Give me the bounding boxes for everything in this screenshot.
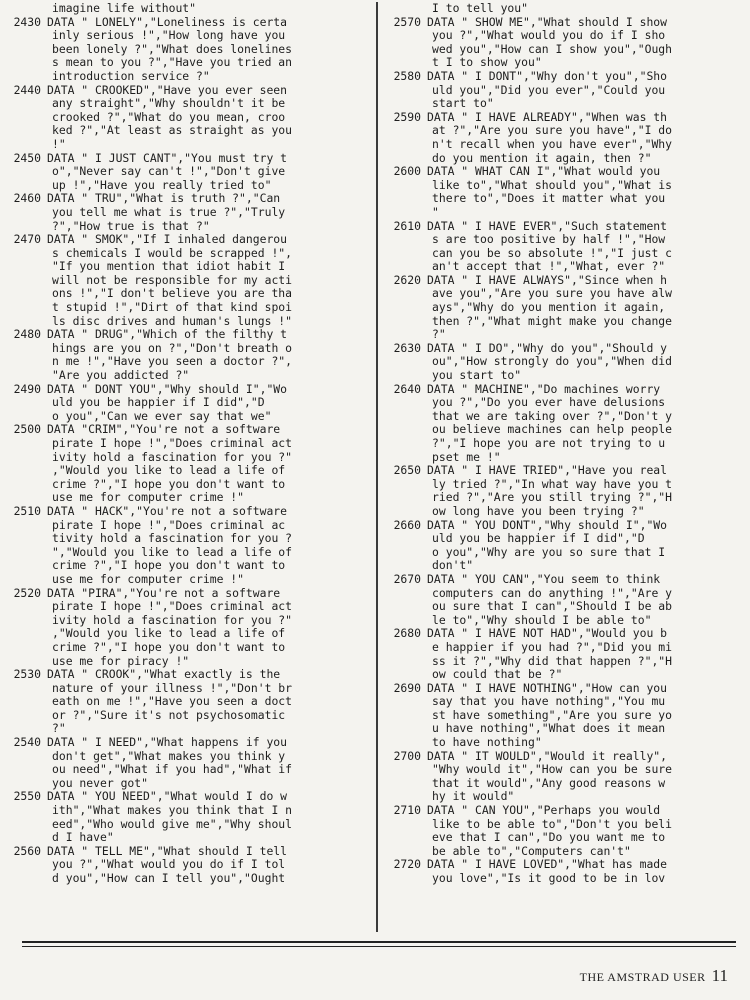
code-line xyxy=(386,709,746,723)
code-text: an't accept that !","What, ever ?" xyxy=(432,260,666,274)
code-line xyxy=(386,56,746,70)
code-text: hy it would" xyxy=(432,790,515,804)
code-text: DATA " I DO","Why do you","Should y xyxy=(427,341,668,355)
code-text: ","Would you like to lead a life of xyxy=(52,545,293,559)
code-text: DATA " I HAVE TRIED","Have you real xyxy=(427,464,668,478)
code-text: eath on me !","Have you seen a doct xyxy=(52,695,293,709)
code-line xyxy=(386,2,746,16)
code-text: o you","Why are you so sure that I xyxy=(432,545,666,559)
code-line xyxy=(6,260,370,274)
code-text: start to" xyxy=(432,97,494,111)
code-text: ried ?","Are you still trying ?","H xyxy=(432,491,673,505)
code-line xyxy=(386,559,746,573)
code-line xyxy=(6,695,370,709)
code-text: you ?","What would you do if I sho xyxy=(432,29,666,43)
code-line xyxy=(6,627,370,641)
code-line xyxy=(6,220,370,234)
code-line xyxy=(6,845,370,859)
code-text: u have nothing","What does it mean xyxy=(432,722,666,736)
code-line xyxy=(6,831,370,845)
code-line xyxy=(6,505,370,519)
code-text: crime ?","I hope you don't want to xyxy=(52,640,286,654)
code-line xyxy=(386,804,746,818)
line-number: 2470 xyxy=(13,233,41,247)
code-text: DATA " I HAVE ALWAYS","Since when h xyxy=(427,273,668,287)
code-text: DATA " SHOW ME","What should I show xyxy=(427,15,668,29)
line-number: 2690 xyxy=(393,681,421,695)
code-line xyxy=(386,70,746,84)
code-line xyxy=(6,192,370,206)
code-line xyxy=(386,872,746,886)
code-text: imagine life without" xyxy=(52,2,197,15)
code-line xyxy=(6,872,370,886)
code-text: ow could that be ?" xyxy=(432,668,563,682)
line-number: 2530 xyxy=(13,668,41,682)
code-line xyxy=(6,709,370,723)
code-text: DATA " IT WOULD","Would it really", xyxy=(427,749,668,763)
code-line xyxy=(6,97,370,111)
code-text: DATA " I NEED","What happens if you xyxy=(47,736,288,750)
code-line xyxy=(386,84,746,98)
code-text: crooked ?","What do you mean, croo xyxy=(52,110,286,124)
code-line xyxy=(386,29,746,43)
code-text: you start to" xyxy=(432,369,522,383)
line-number: 2510 xyxy=(13,504,41,518)
line-number: 2720 xyxy=(393,858,421,872)
code-line xyxy=(386,233,746,247)
code-line xyxy=(386,124,746,138)
code-text: DATA " I HAVE EVER","Such statement xyxy=(427,219,668,233)
code-text: DATA " I JUST CANT","You must try t xyxy=(47,151,288,165)
code-line xyxy=(6,206,370,220)
code-text: ons !","I don't believe you are tha xyxy=(52,287,293,301)
code-text: DATA "PIRA","You're not a software xyxy=(47,586,281,600)
code-text: "Are you addicted ?" xyxy=(52,369,190,383)
code-line xyxy=(6,763,370,777)
code-line xyxy=(6,600,370,614)
code-line xyxy=(6,804,370,818)
code-line xyxy=(6,287,370,301)
code-line xyxy=(386,858,746,872)
code-line xyxy=(386,287,746,301)
code-line xyxy=(386,315,746,329)
code-text: DATA " SMOK","If I inhaled dangerou xyxy=(47,233,288,247)
code-line xyxy=(386,627,746,641)
line-number: 2500 xyxy=(13,423,41,437)
code-line xyxy=(386,192,746,206)
code-text: you ?","What would you do if I tol xyxy=(52,858,286,872)
code-text: ow long have you been trying ?" xyxy=(432,504,645,518)
code-text: that we are taking over ?","Don't y xyxy=(432,409,673,423)
line-number: 2710 xyxy=(393,804,421,818)
code-text: any straight","Why shouldn't it be xyxy=(52,97,286,111)
line-number: 2620 xyxy=(393,273,421,287)
line-number: 2430 xyxy=(13,15,41,29)
code-text: DATA " TRU","What is truth ?","Can xyxy=(47,192,281,206)
code-line xyxy=(6,750,370,764)
code-text: s mean to you ?","Have you tried an xyxy=(52,56,293,70)
code-text: use me for computer crime !" xyxy=(52,491,245,505)
line-number: 2630 xyxy=(393,341,421,355)
code-text: n me !","Have you seen a doctor ?", xyxy=(52,355,293,369)
code-line xyxy=(6,233,370,247)
code-text: DATA " YOU CAN","You seem to think xyxy=(427,572,661,586)
code-text: DATA " LONELY","Loneliness is certa xyxy=(47,15,288,29)
code-line xyxy=(386,519,746,533)
code-text: pset me !" xyxy=(432,450,501,464)
code-line xyxy=(6,641,370,655)
code-line xyxy=(386,505,746,519)
code-text: ss it ?","Why did that happen ?","H xyxy=(432,654,673,668)
code-line xyxy=(6,736,370,750)
code-line xyxy=(6,84,370,98)
code-text: ,"Would you like to lead a life of xyxy=(52,627,286,641)
code-line xyxy=(386,43,746,57)
code-line xyxy=(6,342,370,356)
code-text: you love","Is it good to be in lov xyxy=(432,872,666,885)
code-line xyxy=(6,152,370,166)
code-text: crime ?","I hope you don't want to xyxy=(52,477,286,491)
code-text: ked ?","At least as straight as you xyxy=(52,124,293,138)
code-text: uld you be happier if I did","D xyxy=(432,532,645,546)
line-number: 2450 xyxy=(13,151,41,165)
code-line xyxy=(6,179,370,193)
code-text: ave you","Are you sure you have alw xyxy=(432,287,673,301)
line-number: 2520 xyxy=(13,586,41,600)
publication-name: THE AMSTRAD USER xyxy=(579,970,706,984)
code-text: DATA " CROOKED","Have you ever seen xyxy=(47,83,288,97)
code-text: DATA " YOU NEED","What would I do w xyxy=(47,790,288,804)
code-line xyxy=(386,423,746,437)
code-text: st have something","Are you sure yo xyxy=(432,708,673,722)
code-text: wed you","How can I show you","Ough xyxy=(432,42,673,56)
code-text: !" xyxy=(52,137,66,151)
code-text: been lonely ?","What does lonelines xyxy=(52,42,293,56)
code-line xyxy=(386,247,746,261)
code-line xyxy=(386,16,746,30)
line-number: 2680 xyxy=(393,627,421,641)
code-text: ivity hold a fascination for you ?" xyxy=(52,613,293,627)
code-line xyxy=(6,451,370,465)
code-line xyxy=(386,274,746,288)
code-line xyxy=(6,614,370,628)
code-line xyxy=(6,818,370,832)
code-text: DATA " MACHINE","Do machines worry xyxy=(427,382,661,396)
code-line xyxy=(6,315,370,329)
code-text: "Why would it","How can you be sure xyxy=(432,763,673,777)
code-line xyxy=(6,437,370,451)
code-text: ,"Would you like to lead a life of xyxy=(52,464,286,478)
code-text: s are too positive by half !","How xyxy=(432,233,666,247)
code-text: inly serious !","How long have you xyxy=(52,29,286,43)
code-line xyxy=(6,111,370,125)
code-text: DATA " CAN YOU","Perhaps you would xyxy=(427,804,661,818)
code-text: to have nothing" xyxy=(432,736,542,750)
code-line xyxy=(386,790,746,804)
code-text: computers can do anything !","Are y xyxy=(432,586,673,600)
code-text: n't recall when you have ever","Why xyxy=(432,137,673,151)
line-number: 2650 xyxy=(393,464,421,478)
code-line xyxy=(6,2,370,16)
code-line xyxy=(386,600,746,614)
code-text: eve that I can","Do you want me to xyxy=(432,831,666,845)
code-text: ou","How strongly do you","When did xyxy=(432,355,673,369)
code-line xyxy=(386,763,746,777)
code-line xyxy=(386,668,746,682)
code-line xyxy=(386,777,746,791)
code-line xyxy=(6,519,370,533)
code-line xyxy=(386,641,746,655)
line-number: 2700 xyxy=(393,749,421,763)
code-line xyxy=(6,777,370,791)
code-text: ith","What makes you think that I n xyxy=(52,804,293,818)
code-line xyxy=(386,587,746,601)
code-line xyxy=(386,546,746,560)
code-text: say that you have nothing","You mu xyxy=(432,695,666,709)
code-line xyxy=(6,301,370,315)
code-line xyxy=(6,478,370,492)
code-line xyxy=(386,383,746,397)
line-number: 2440 xyxy=(13,83,41,97)
code-line xyxy=(386,369,746,383)
code-text: t I to show you" xyxy=(432,56,542,70)
code-text: DATA " WHAT CAN I","What would you xyxy=(427,165,661,179)
code-line xyxy=(386,736,746,750)
line-number: 2640 xyxy=(393,382,421,396)
code-text: ?" xyxy=(432,328,446,342)
code-line xyxy=(386,722,746,736)
code-line xyxy=(386,138,746,152)
code-line xyxy=(6,274,370,288)
code-text: d I have" xyxy=(52,831,114,845)
code-line xyxy=(386,818,746,832)
code-line xyxy=(386,614,746,628)
code-text: s chemicals I would be scrapped !", xyxy=(52,246,293,260)
code-line xyxy=(386,491,746,505)
code-text: o you","Can we ever say that we" xyxy=(52,409,272,423)
code-text: up !","Have you really tried to" xyxy=(52,178,272,192)
code-text: tivity hold a fascination for you ? xyxy=(52,532,293,546)
code-text: d you","How can I tell you","Ought xyxy=(52,872,286,885)
code-text: you ?","Do you ever have delusions xyxy=(432,396,666,410)
code-text: DATA " I HAVE NOTHING","How can you xyxy=(427,681,668,695)
code-line xyxy=(6,369,370,383)
code-line xyxy=(386,464,746,478)
code-text: DATA " DRUG","Which of the filthy t xyxy=(47,328,288,342)
line-number: 2670 xyxy=(393,572,421,586)
code-text: don't" xyxy=(432,559,474,573)
code-text: there to","Does it matter what you xyxy=(432,192,666,206)
code-text: DATA " I DONT","Why don't you","Sho xyxy=(427,69,668,83)
code-text: DATA " I HAVE NOT HAD","Would you b xyxy=(427,627,668,641)
code-line xyxy=(386,437,746,451)
page-footer xyxy=(580,966,728,986)
code-line xyxy=(6,722,370,736)
code-line xyxy=(6,43,370,57)
code-text: pirate I hope !","Does criminal act xyxy=(52,600,293,614)
line-number: 2610 xyxy=(393,219,421,233)
code-line xyxy=(386,342,746,356)
code-line xyxy=(6,396,370,410)
code-line xyxy=(6,56,370,70)
code-text: that it would","Any good reasons w xyxy=(432,776,666,790)
code-line xyxy=(386,355,746,369)
code-line xyxy=(6,165,370,179)
line-number: 2600 xyxy=(393,165,421,179)
line-number: 2660 xyxy=(393,518,421,532)
code-text: can you be so absolute !","I just c xyxy=(432,246,673,260)
code-text: you never got" xyxy=(52,776,149,790)
code-text: I to tell you" xyxy=(432,2,529,15)
code-text: do you mention it again, then ?" xyxy=(432,151,652,165)
code-text: t stupid !","Dirt of that kind spoi xyxy=(52,301,293,315)
code-line xyxy=(386,695,746,709)
code-text: e happier if you had ?","Did you mi xyxy=(432,640,673,654)
code-text: DATA " HACK","You're not a software xyxy=(47,504,288,518)
code-line xyxy=(6,247,370,261)
code-text: crime ?","I hope you don't want to xyxy=(52,559,286,573)
code-text: nature of your illness !","Don't br xyxy=(52,681,293,695)
code-text: " xyxy=(432,205,439,219)
code-line xyxy=(386,301,746,315)
code-line xyxy=(6,16,370,30)
code-text: DATA " I HAVE ALREADY","When was th xyxy=(427,110,668,124)
code-line xyxy=(6,532,370,546)
code-text: ?" xyxy=(52,722,66,736)
code-line xyxy=(6,790,370,804)
footer-rule-thin xyxy=(22,946,736,947)
code-line xyxy=(386,328,746,342)
code-line xyxy=(6,668,370,682)
code-line xyxy=(6,410,370,424)
code-text: pirate I hope !","Does criminal ac xyxy=(52,518,286,532)
code-text: ls disc drives and human's lungs !" xyxy=(52,314,293,328)
line-number: 2540 xyxy=(13,736,41,750)
code-text: ou need","What if you had","What if xyxy=(52,763,293,777)
code-text: or ?","Sure it's not psychosomatic xyxy=(52,708,286,722)
code-text: ivity hold a fascination for you ?" xyxy=(52,450,293,464)
code-line xyxy=(6,587,370,601)
code-line xyxy=(386,206,746,220)
code-line xyxy=(386,396,746,410)
code-line xyxy=(386,152,746,166)
code-line xyxy=(6,858,370,872)
code-line xyxy=(6,29,370,43)
code-line xyxy=(386,655,746,669)
code-line xyxy=(386,260,746,274)
code-text: ly tried ?","In what way have you t xyxy=(432,477,673,491)
column-divider xyxy=(376,2,378,932)
code-line xyxy=(6,655,370,669)
code-text: DATA "CRIM","You're not a software xyxy=(47,423,281,437)
code-line xyxy=(6,464,370,478)
line-number: 2590 xyxy=(393,110,421,124)
line-number: 2550 xyxy=(13,790,41,804)
code-text: le to","Why should I be able to" xyxy=(432,613,652,627)
code-line xyxy=(386,573,746,587)
code-text: like to","What should you","What is xyxy=(432,178,673,192)
code-text: ?","I hope you are not trying to u xyxy=(432,437,666,450)
code-text: will not be responsible for my acti xyxy=(52,273,293,287)
code-text: DATA " I HAVE LOVED","What has made xyxy=(427,858,668,872)
code-text: DATA " TELL ME","What should I tell xyxy=(47,844,288,858)
code-line xyxy=(386,682,746,696)
code-text: pirate I hope !","Does criminal act xyxy=(52,437,293,450)
code-line xyxy=(6,70,370,84)
code-line xyxy=(386,750,746,764)
code-line xyxy=(386,165,746,179)
code-text: "If you mention that idiot habit I xyxy=(52,260,286,274)
code-line xyxy=(6,355,370,369)
code-line xyxy=(386,220,746,234)
code-line xyxy=(6,682,370,696)
code-text: eed","Who would give me","Why shoul xyxy=(52,817,293,831)
code-line xyxy=(6,124,370,138)
footer-rule-thick xyxy=(22,941,736,943)
code-line xyxy=(6,491,370,505)
code-text: be able to","Computers can't" xyxy=(432,844,631,858)
code-text: uld you","Did you ever","Could you xyxy=(432,83,666,97)
code-text: then ?","What might make you change xyxy=(432,314,673,328)
code-line xyxy=(6,573,370,587)
code-text: like to be able to","Don't you beli xyxy=(432,817,673,831)
line-number: 2580 xyxy=(393,69,421,83)
code-line xyxy=(386,97,746,111)
code-text: ou sure that I can","Should I be ab xyxy=(432,600,673,614)
code-text: o","Never say can't !","Don't give xyxy=(52,165,286,179)
listing-column-left xyxy=(6,2,370,938)
line-number: 2460 xyxy=(13,192,41,206)
code-line xyxy=(6,383,370,397)
code-text: uld you be happier if I did","D xyxy=(52,396,265,410)
code-text: introduction service ?" xyxy=(52,69,210,83)
code-line xyxy=(386,179,746,193)
line-number: 2570 xyxy=(393,15,421,29)
code-line xyxy=(386,111,746,125)
listing-column-right xyxy=(386,2,746,938)
code-line xyxy=(6,328,370,342)
code-line xyxy=(6,423,370,437)
code-line xyxy=(6,546,370,560)
code-text: at ?","Are you sure you have","I do xyxy=(432,124,673,138)
code-text: DATA " CROOK","What exactly is the xyxy=(47,668,281,682)
code-line xyxy=(6,138,370,152)
code-text: ?","How true is that ?" xyxy=(52,219,210,233)
code-line xyxy=(386,478,746,492)
code-line xyxy=(386,845,746,859)
code-line xyxy=(386,532,746,546)
line-number: 2560 xyxy=(13,844,41,858)
code-text: use me for computer crime !" xyxy=(52,572,245,586)
line-number: 2480 xyxy=(13,328,41,342)
page-number: 11 xyxy=(711,966,728,985)
code-text: hings are you on ?","Don't breath o xyxy=(52,341,293,355)
code-text: DATA " DONT YOU","Why should I","Wo xyxy=(47,382,288,396)
code-text: don't get","What makes you think y xyxy=(52,749,286,763)
code-line xyxy=(386,831,746,845)
code-text: ays","Why do you mention it again, xyxy=(432,301,666,315)
code-line xyxy=(386,451,746,465)
code-line xyxy=(386,410,746,424)
code-text: ou believe machines can help people xyxy=(432,423,673,437)
code-text: DATA " YOU DONT","Why should I","Wo xyxy=(427,518,668,532)
code-line xyxy=(6,559,370,573)
code-text: you tell me what is true ?","Truly xyxy=(52,205,286,219)
line-number: 2490 xyxy=(13,382,41,396)
code-text: use me for piracy !" xyxy=(52,654,190,668)
